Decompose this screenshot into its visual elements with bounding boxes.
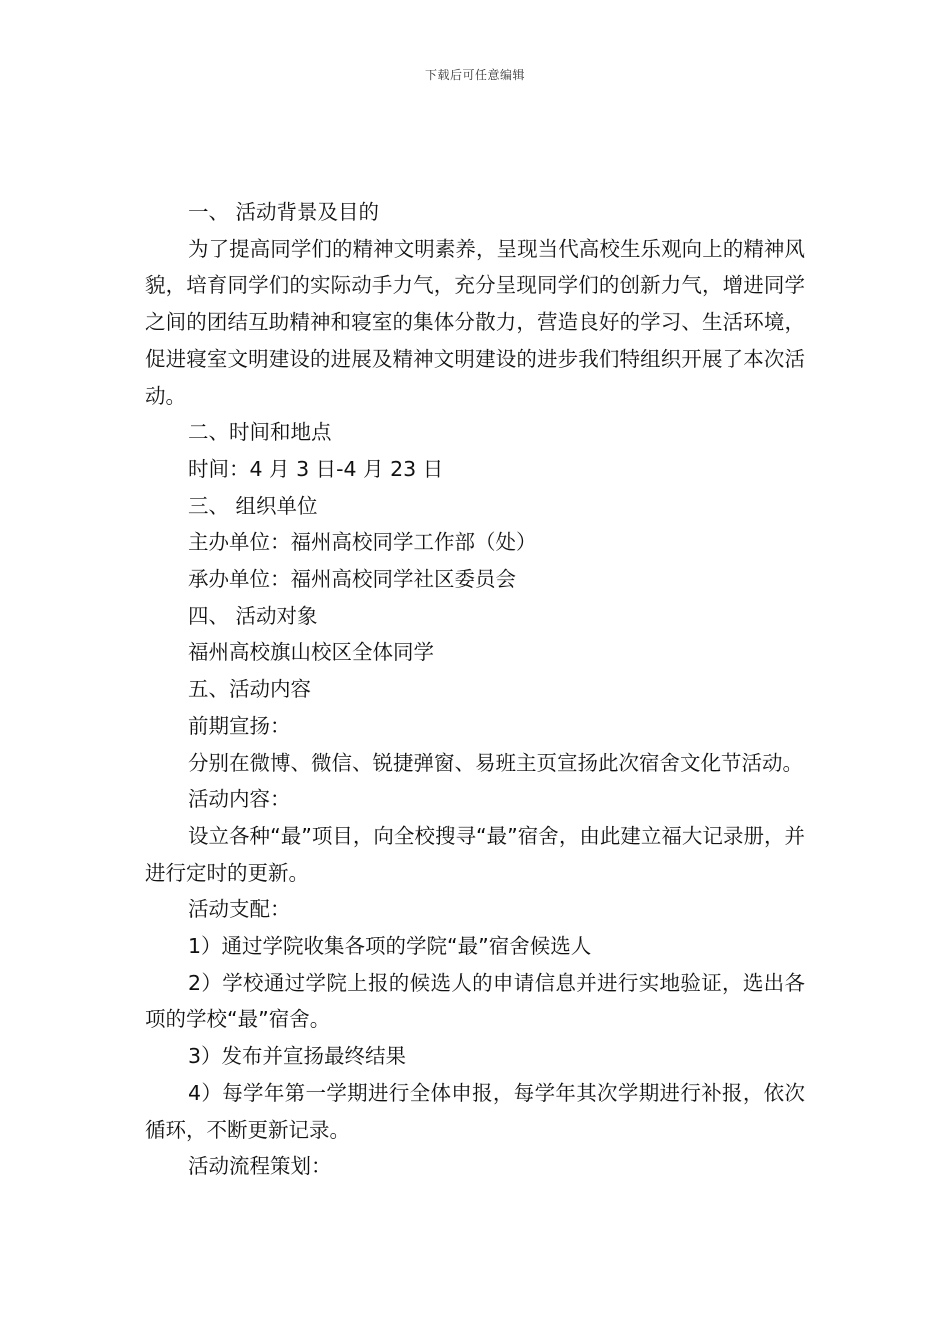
arrangement-item-2: 2）学校通过学院上报的候选人的申请信息并进行实地验证，选出各项的学校“最”宿舍。 [145,970,805,1032]
flow-label: 活动流程策划： [188,1154,332,1179]
section-3-heading: 三、 组织单位 [188,493,318,518]
section-3-host: 主办单位：福州高校同学工作部（处） [188,530,537,555]
arrangement-item-1: 1）通过学院收集各项的学院“最”宿舍候选人 [188,934,592,959]
content-label: 活动内容： [188,787,291,812]
section-5-heading: 五、活动内容 [188,677,311,702]
section-1-heading: 一、 活动背景及目的 [188,200,380,224]
section-2-heading: 二、时间和地点 [188,420,332,445]
section-3-organizer: 承办单位：福州高校同学社区委员会 [188,567,516,592]
promo-label: 前期宣扬： [188,713,291,738]
content-body: 设立各种“最”项目，向全校搜寻“最”宿舍，由此建立福大记录册，并进行定时的更新。 [145,823,805,885]
promo-body: 分别在微博、微信、锐捷弹窗、易班主页宣扬此次宿舍文化节活动。 [188,750,803,775]
section-2-time: 时间：4 月 3 日-4 月 23 日 [188,456,444,481]
arrangement-item-4: 4）每学年第一学期进行全体申报，每学年其次学期进行补报，依次循环，不断更新记录。 [145,1080,805,1142]
section-1-body: 为了提高同学们的精神文明素养，呈现当代高校生乐观向上的精神风貌，培育同学们的实际动手力气，充分呈现同学们的创新力气，增进同学之间的团结互助精神和寝室的集体分散力，营造良好的学习、生活环境，促进寝室文明建设的进展及精神文明建设的进步我们特组织开展了本次活动。 [145,236,805,408]
arrangement-label: 活动支配： [188,897,291,922]
arrangement-item-3: 3）发布并宣扬最终结果 [188,1044,407,1069]
section-4-heading: 四、 活动对象 [188,603,318,628]
section-4-body: 福州高校旗山校区全体同学 [188,640,434,665]
document-body [145,194,805,1185]
header-note: 下载后可任意编辑 [424,68,525,82]
